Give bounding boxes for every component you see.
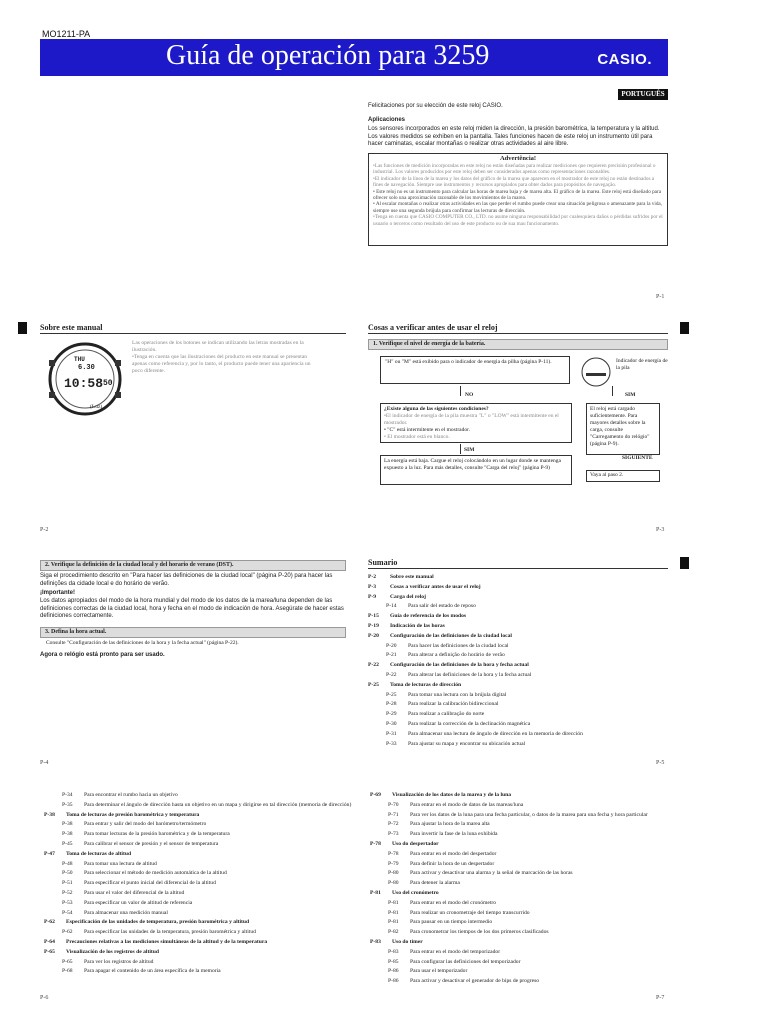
toc-entry[interactable] <box>370 939 670 946</box>
toc-title: Para encontrar el rumbo hacia un objetivo <box>84 792 178 798</box>
toc-entry[interactable] <box>44 851 364 858</box>
toc-entry[interactable] <box>386 711 688 718</box>
manual-note: Las operaciones de los botones se indican utilizando las letras mostradas en la ilustración. <box>132 340 304 353</box>
divider <box>368 333 668 334</box>
toc-title: Para alterar las definiciones de la hora y la fecha actual <box>408 672 532 678</box>
toc-page: P-83 <box>388 948 399 955</box>
toc-entry[interactable] <box>62 841 364 848</box>
toc-entry[interactable] <box>386 731 688 738</box>
toc-title: Toma de lecturas de presión barométrica y temperatura <box>66 811 200 818</box>
toc-title: Para apagar el contenido de un área específica de la memoria <box>84 968 221 975</box>
ready-text: Agora o relógio está pronto para ser usado. <box>40 652 165 658</box>
toc-title: Para realizar a calibração do norte <box>408 711 485 718</box>
toc-title: Para realizar la corrección de la declinación magnética <box>408 721 531 727</box>
toc-page: P-79 <box>388 860 399 867</box>
table-of-contents <box>368 574 688 754</box>
warning-item: •Tenga en cuenta que CASIO COMPUTER CO., LTD. no asume ninguna responsabilidad por cualesquiera daños o pérdidas sufridos por el usuario o terceros como resultado del uso de este producto ou de sua mau funcionamento. <box>373 214 663 227</box>
toc-title: Para especificar un valor de altitud de referencia <box>84 899 193 906</box>
toc-entry[interactable] <box>44 919 364 926</box>
toc-entry[interactable] <box>386 701 688 708</box>
toc-title: Para activar y desactivar el generador de bips de progreso <box>410 978 540 985</box>
toc-title: Para tomar una lectura con la brújula digital <box>408 691 507 698</box>
flow-line <box>612 386 613 396</box>
language-tab: PORTUGUÊS <box>618 89 668 100</box>
toc-title: Para hacer las definiciones de la ciudad local <box>408 642 509 649</box>
toc-page: P-86 <box>388 978 399 985</box>
page-number: P-1 <box>656 294 665 300</box>
toc-title: Para determinar el ángulo de dirección hasta un objetivo en un mapa y dirigirse en tal dirección (memoria de dirección) <box>84 801 352 808</box>
warning-title: Advertência! <box>499 155 537 162</box>
toc-page: P-78 <box>370 841 381 847</box>
light-label: (Luz) <box>90 404 103 410</box>
toc-page: P-86 <box>388 968 399 975</box>
toc-title: Sobre este manual <box>390 574 434 580</box>
toc-page: P-31 <box>386 730 397 737</box>
toc-title: Para realizar la calibración bidireccional <box>408 701 499 708</box>
step-bar: 2. Verifique la definición de la ciudad local y del horario de verano (DST). <box>40 560 346 571</box>
flow-yes: SIM <box>464 447 475 453</box>
toc-title: Toma de lecturas de dirección <box>390 681 462 688</box>
warning-box <box>368 153 668 246</box>
toc-page: P-80 <box>388 870 399 877</box>
toc-page: P-22 <box>368 662 379 669</box>
toc-title: Para definir la hora de un despertador <box>410 860 495 867</box>
toc-title: Para ver los datos de la luna para una fecha particular, o datos de la marea para una fecha y hora particular <box>410 811 648 818</box>
toc-entry[interactable] <box>62 802 364 809</box>
toc-entry[interactable] <box>388 910 670 917</box>
toc-entry[interactable] <box>388 900 670 907</box>
toc-entry[interactable] <box>62 910 364 917</box>
toc-page: P-45 <box>62 841 73 847</box>
toc-page: P-52 <box>62 890 73 896</box>
flow-no: NO <box>465 392 474 398</box>
toc-entry[interactable] <box>388 968 670 975</box>
toc-page: P-50 <box>62 870 73 877</box>
toc-title: Para alterar a definição do horário de verão <box>408 652 505 659</box>
toc-title: Guía de referencia de los modos <box>390 613 467 620</box>
toc-page: P-68 <box>62 968 73 975</box>
toc-entry[interactable] <box>388 959 670 966</box>
toc-entry[interactable] <box>388 802 670 809</box>
toc-title: Para salir del estado de reposo <box>408 603 476 610</box>
flow-line <box>460 444 461 454</box>
divider <box>368 568 668 569</box>
toc-page: P-65 <box>44 948 55 955</box>
toc-entry[interactable] <box>386 603 688 610</box>
toc-entry[interactable] <box>370 792 670 799</box>
toc-page: P-80 <box>388 880 399 887</box>
section-heading: Cosas a verificar antes de usar el reloj <box>368 323 498 332</box>
toc-page: P-2 <box>368 574 377 580</box>
toc-entry[interactable] <box>368 662 688 669</box>
toc-page: P-20 <box>368 632 379 639</box>
watch-illustration <box>46 340 124 418</box>
toc-entry[interactable] <box>368 594 688 601</box>
document-code: MO1211-PA <box>42 29 91 39</box>
flow-line <box>460 386 461 396</box>
toc-page: P-14 <box>386 603 397 610</box>
watch-day: THU <box>74 356 85 363</box>
section-marker <box>18 322 27 334</box>
toc-entry[interactable] <box>368 623 688 630</box>
toc-title: Configuración de las definiciones de la hora y fecha actual <box>390 662 529 669</box>
toc-title: Para calibrar el sensor de presión y el sensor de temperatura <box>84 841 219 847</box>
section-heading: Sumario <box>368 558 398 567</box>
page-number: P-3 <box>656 527 665 533</box>
toc-page: P-69 <box>370 792 381 798</box>
condition-item: •El indicador de energía de la pila muestra "L" o "LOW" está intermitente en el mostrador. <box>384 413 559 426</box>
toc-entry[interactable] <box>44 939 364 946</box>
toc-entry[interactable] <box>388 978 670 985</box>
applications-text: Los sensores incorporados en este reloj miden la dirección, la presión barométrica, la temperatura y la altitud. Los valores medidos se exhiben en la pantalla. Tales funciones hacen de este reloj un instrumento útil para hacer caminatas, escalar montañas o realizar otras actividades al aire libre. <box>368 126 660 147</box>
toc-title: Para realizar un cronometraje del tiempo transcurrido <box>410 909 530 916</box>
toc-page: P-83 <box>370 939 381 945</box>
page-number: P-5 <box>656 760 665 766</box>
toc-title: Para almacenar una medición manual <box>84 909 168 916</box>
toc-entry[interactable] <box>62 870 364 877</box>
important-title: ¡Importante! <box>40 590 75 596</box>
toc-entry[interactable] <box>388 861 670 868</box>
toc-title: Visualización de los datos de la marea y de la luna <box>392 792 512 798</box>
toc-page: P-21 <box>386 652 397 659</box>
toc-page: P-30 <box>386 721 397 727</box>
toc-page: P-38 <box>62 821 73 828</box>
step-bar: 3. Defina la hora actual. <box>40 627 346 638</box>
toc-title: Para entrar en el modo del temporizador <box>410 948 501 955</box>
toc-entry[interactable] <box>62 880 364 887</box>
toc-title: Para ajustar la hora de la marea alta <box>410 821 490 828</box>
condition-title: ¿Existe alguna de las siguientes condiciones? <box>384 406 489 412</box>
toc-entry[interactable] <box>386 643 688 650</box>
document-title: Guía de operación para 3259 <box>166 40 490 71</box>
toc-title: Indicación de las horas <box>390 623 445 629</box>
toc-title: Para usar el valor del diferencial de la altitud <box>84 890 185 896</box>
manual-notes <box>132 340 322 375</box>
toc-entry[interactable] <box>62 968 364 975</box>
toc-title: Uso do timer <box>392 939 423 945</box>
toc-page: P-38 <box>62 831 73 838</box>
step2-text: Siga el procedimiento descrito en "Para hacer las definiciones de la ciudad local" (página P-20) para hacer las definições da cidade local e do horário de verão. <box>40 573 333 587</box>
toc-title: Uso del cronómetro <box>392 890 439 896</box>
toc-entry[interactable] <box>62 929 364 936</box>
toc-entry[interactable] <box>62 890 364 897</box>
toc-title: Visualización de los registros de altitud <box>66 948 159 955</box>
toc-page: P-25 <box>386 691 397 698</box>
toc-title: Para entrar y salir del modo del barómetro/termómetro <box>84 821 207 828</box>
toc-page: P-20 <box>386 642 397 649</box>
toc-entry[interactable] <box>386 741 688 748</box>
toc-title: Especificación de las unidades de temperatura, presión barométrica y altitud <box>66 919 250 926</box>
toc-page: P-53 <box>62 899 73 906</box>
toc-title: Para entrar en el modo del cronómetro <box>410 899 497 906</box>
toc-page: P-72 <box>388 821 399 828</box>
toc-page: P-22 <box>386 672 397 678</box>
toc-page: P-85 <box>388 958 399 965</box>
toc-title: Para entrar en el modo de datos de las mareas/luna <box>410 801 524 808</box>
important-text: Los datos apropiados del modo de la hora mundial y del modo de los datos de la marea/luna dependen de las definiciones correctas de la ciudad local, hora y fecha en el modo de indicación de hora. Asegúrate de hacer estas definiciones correctamente. <box>40 598 344 619</box>
title-banner <box>40 39 668 76</box>
toc-page: P-48 <box>62 860 73 867</box>
toc-page: P-38 <box>44 811 55 818</box>
toc-entry[interactable] <box>388 851 670 858</box>
toc-page: P-64 <box>44 939 55 945</box>
page-number: P-2 <box>40 527 49 533</box>
toc-entry[interactable] <box>368 613 688 620</box>
toc-title: Para especificar las unidades de la temperatura, presión barométrica y altitud <box>84 929 256 936</box>
toc-entry[interactable] <box>368 682 688 689</box>
toc-page: P-81 <box>388 919 399 926</box>
toc-title: Para tomar una lectura de altitud <box>84 860 157 867</box>
toc-page: P-70 <box>388 801 399 808</box>
manual-note: •Tenga en cuenta que las ilustraciones del producto en este manual se presentan apenas como referencia y, por lo tanto, el producto puede tener una apariencia un poco diferente. <box>132 354 311 374</box>
low-energy-box: La energía está baja. Cargue el reloj colocándolo en un lugar donde se mantenga expuesto a la luz. Para más detalles, consulte "Carga del reloj" (página P-9) <box>380 455 572 485</box>
toc-page: P-78 <box>388 850 399 857</box>
condition-item: • El mostrador está en blanco. <box>384 434 450 440</box>
toc-entry[interactable] <box>386 721 688 728</box>
flow-yes: SIM <box>625 392 636 398</box>
table-of-contents <box>370 792 670 992</box>
page-number: P-7 <box>656 995 665 1001</box>
applications-title: Aplicaciones <box>368 117 406 123</box>
toc-entry[interactable] <box>44 812 364 819</box>
toc-entry[interactable] <box>62 831 364 838</box>
toc-entry[interactable] <box>388 929 670 936</box>
toc-page: P-65 <box>62 958 73 965</box>
toc-title: Carga del reloj <box>390 593 426 600</box>
condition-box <box>380 403 572 443</box>
toc-title: Para especificar el punto inicial del diferencial de la altitud <box>84 880 216 887</box>
toc-entry[interactable] <box>62 792 364 799</box>
toc-title: Para almacenar una lectura de ángulo de dirección en la memoria de dirección <box>408 730 583 737</box>
toc-entry[interactable] <box>388 919 670 926</box>
warning-item: • Al escalar montañas o realizar otras actividades en las que perder el rumbo puede crear una situación peligrosa o amenazante para la vida, siempre use una segunda brújula para confirmar las lecturas de dirección. <box>373 201 663 214</box>
next-label: SIGUIENTE <box>622 455 653 461</box>
toc-entry[interactable] <box>370 890 670 897</box>
toc-page: P-62 <box>44 919 55 926</box>
watch-seconds: 50 <box>103 379 113 388</box>
watch-time-small: 6.30 <box>78 364 95 372</box>
page-number: P-4 <box>40 760 49 766</box>
warning-list <box>369 163 667 227</box>
toc-title: Para pausar en un tiempo intermedio <box>410 919 493 926</box>
toc-title: Para ajustar su mapa y encontrar su ubicación actual <box>408 740 526 747</box>
toc-page: P-71 <box>388 811 399 818</box>
page-number: P-6 <box>40 995 49 1001</box>
toc-page: P-28 <box>386 701 397 708</box>
toc-page: P-62 <box>62 929 73 936</box>
toc-entry[interactable] <box>388 821 670 828</box>
section-marker <box>680 557 689 569</box>
toc-title: Para seleccionar el método de medición automática de la altitud <box>84 870 227 877</box>
toc-entry[interactable] <box>388 949 670 956</box>
toc-title: Para tomar lecturas de la presión barométrica y de la temperatura <box>84 831 230 838</box>
battery-indicator-icon <box>580 356 612 388</box>
step-bar: 1. Verifique el nivel de energía de la batería. <box>368 339 668 350</box>
toc-title: Para cronometrar los tiempos de los dos primeros clasificados <box>410 929 549 936</box>
step3-text: Consulte "Configuración de las definiciones de la hora y la fecha actual" (página P-22). <box>46 640 239 646</box>
toc-title: Configuración de las definiciones de la ciudad local <box>390 632 512 639</box>
warning-item: •Las funciones de medición incorporadas en este reloj no están diseñadas para realizar mediciones que requieren precisión profesional o industrial. Los valores producidos por este reloj deben ser considerados apenas como representaciones razonables. <box>373 163 656 176</box>
toc-entry[interactable] <box>368 584 688 591</box>
toc-entry[interactable] <box>388 812 670 819</box>
toc-entry[interactable] <box>388 831 670 838</box>
divider <box>40 333 346 334</box>
toc-page: P-3 <box>368 583 377 590</box>
toc-title: Para invertir la fase de la luna exhibida <box>410 831 498 838</box>
toc-entry[interactable] <box>44 949 364 956</box>
toc-title: Precauciones relativas a las mediciones simultáneas de la altitud y de la temperatura <box>66 939 268 945</box>
toc-title: Para detener la alarma <box>410 880 460 887</box>
table-of-contents <box>44 792 364 992</box>
toc-title: Cosas a verificar antes de usar el reloj <box>390 583 481 590</box>
toc-page: P-9 <box>368 593 377 600</box>
watch-time: 10:58 <box>64 376 104 391</box>
toc-title: Para configurar las definiciones del temporizador <box>410 958 521 965</box>
toc-entry[interactable] <box>368 574 688 581</box>
toc-title: Uso do despertador <box>392 841 439 847</box>
toc-entry[interactable] <box>62 900 364 907</box>
condition-item: • "C" está intermitente en el mostrador. <box>384 427 470 433</box>
toc-page: P-81 <box>370 890 381 896</box>
toc-title: Para entrar en el modo del despertador <box>410 850 497 857</box>
toc-entry[interactable] <box>62 861 364 868</box>
toc-entry[interactable] <box>62 821 364 828</box>
toc-entry[interactable] <box>386 672 688 679</box>
toc-title: Para usar el temporizador <box>410 968 468 975</box>
toc-page: P-73 <box>388 831 399 838</box>
toc-title: Toma de lecturas de altitud <box>66 850 132 857</box>
toc-page: P-82 <box>388 929 399 936</box>
battery-check-box: "H" ou "M" está exibido para o indicador de energia da pilha (página P-11). <box>380 356 570 384</box>
toc-entry[interactable] <box>388 870 670 877</box>
toc-title: Para activar y desactivar una alarma y la señal de marcación de las horas <box>410 870 573 877</box>
toc-entry[interactable] <box>386 652 688 659</box>
toc-page: P-54 <box>62 909 73 916</box>
toc-page: P-25 <box>368 681 379 688</box>
toc-page: P-47 <box>44 850 55 857</box>
toc-page: P-29 <box>386 711 397 718</box>
toc-page: P-81 <box>388 909 399 916</box>
toc-page: P-35 <box>62 801 73 808</box>
warning-item: • Este reloj no es un instrumento para calcular las horas de marea baja y de marea alta. El gráfico de la marea. Este reloj está diseñado para ofrecer solo una aproximación razonable de los movimientos de la marea. <box>373 188 662 202</box>
toc-entry[interactable] <box>370 841 670 848</box>
toc-entry[interactable] <box>386 692 688 699</box>
toc-page: P-15 <box>368 613 379 620</box>
section-marker <box>680 322 689 334</box>
toc-page: P-51 <box>62 880 73 887</box>
toc-entry[interactable] <box>368 633 688 640</box>
toc-page: P-81 <box>388 899 399 906</box>
toc-entry[interactable] <box>388 880 670 887</box>
toc-title: Para ver los registros de altitud <box>84 958 154 965</box>
indicator-label: Indicador de energía de la pila <box>616 358 668 371</box>
toc-entry[interactable] <box>62 959 364 966</box>
intro-text: Felicitaciones por su elección de este reloj CASIO. <box>368 103 503 109</box>
section-heading: Sobre este manual <box>40 323 103 332</box>
brand-logo: CASIO. <box>597 51 652 68</box>
toc-page: P-34 <box>62 792 73 798</box>
toc-page: P-33 <box>386 740 397 747</box>
warning-item: •El indicador de la línea de la marea y los datos del gráfico de la marea que aparecen en el mostrador de este reloj no están destinados a fines de navegación. Siempre use instrumentos y recursos apropiados para obter dados para propósitos de navegação. <box>373 175 655 189</box>
toc-page: P-19 <box>368 623 379 629</box>
goto-step-box: Vaya al paso 2. <box>586 470 660 482</box>
charged-box: El reloj está cargado suficientemente. Para mayores detalles sobre la carga, consulte "Carregamento do relógio" (página P-9). <box>586 403 660 455</box>
